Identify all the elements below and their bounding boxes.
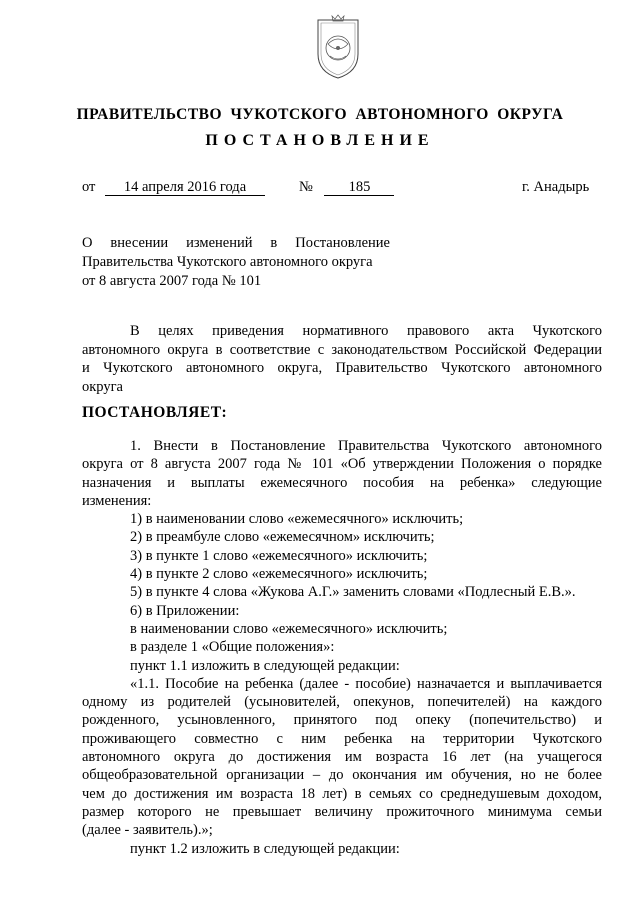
date-label: от [82,179,96,195]
list-item: 2) в преамбуле слово «ежемесячном» исключить; [130,529,435,546]
item-line: 1. Внести в Постановление Правительства Чукотского автономного [130,438,602,454]
list-item: 3) в пункте 1 слово «ежемесячного» исключить; [130,547,428,564]
preamble-line: автономного округа в соответствие с законодательством Российской Федерации [82,341,602,358]
list-item: в разделе 1 «Общие положения»: [130,639,335,656]
list-item: 6) в Приложении: [130,602,240,619]
clause-line: рожденного, усыновленного, принятого под опеку (попечительство) и [82,712,602,729]
preamble-line: округа [82,378,123,395]
subject-line: от 8 августа 2007 года № 101 [82,273,262,289]
date-field [82,179,265,196]
list-item: пункт 1.2 изложить в следующей редакции: [130,840,400,857]
number-label: № [299,179,313,195]
clause-line: автономного округа до достижения им возраста 16 лет (на учащегося [82,749,602,766]
number-field [299,179,394,196]
list-item: пункт 1.1 изложить в следующей редакции: [130,657,400,674]
list-item: 5) в пункте 4 слова «Жукова А.Г.» заменить словами «Подлесный Е.В.». [130,584,576,601]
number-value: 185 [324,180,394,196]
list-item: в наименовании слово «ежемесячного» исключить; [130,620,448,637]
date-value: 14 апреля 2016 года [105,180,265,196]
city: г. Анадырь [522,179,590,195]
clause-line: чем до достижения им возраста 18 лет) в семьях со среднедушевым доходом, [82,785,602,802]
preamble [82,322,602,396]
decree-body [82,437,602,858]
list-item: 4) в пункте 2 слово «ежемесячного» исключить; [130,566,428,583]
preamble-line: В целях приведения нормативного правового акта Чукотского [130,323,602,339]
clause-line: (далее - заявитель).»; [82,822,213,839]
decree-heading: ПОСТАНОВЛЯЕТ: [82,404,228,421]
clause-line: общеобразовательной организации – до окончания им обучения, но не более [82,767,602,784]
clause-line: одному из родителей (усыновителей, опекунов, попечителей) на каждого [82,694,602,711]
clause-line: размер которого не превышает величину прожиточного минимума семьи [82,803,602,820]
item-line: изменения: [82,492,152,509]
preamble-line: и Чукотского автономного округа, Правительство Чукотского автономного [82,360,602,376]
item-line: назначения и выплаты ежемесячного пособия на ребенка» следующие [82,474,602,491]
item-line: округа от 8 августа 2007 года № 101 «Об утверждении Положения о порядке [82,456,602,473]
clause-line: «1.1. Пособие на ребенка (далее - пособие) назначается и выплачивается [130,675,602,692]
document-type: ПОСТАНОВЛЕНИЕ [205,132,435,149]
subject-line: О внесении изменений в Постановление [82,235,390,251]
coat-of-arms-icon [308,14,368,82]
subject-line: Правительства Чукотского автономного округа [82,254,373,270]
document-subject [82,234,390,291]
list-item: 1) в наименовании слово «ежемесячного» исключить; [130,511,464,528]
organization-name: ПРАВИТЕЛЬСТВО ЧУКОТСКОГО АВТОНОМНОГО ОКРУГА [76,106,564,123]
clause-line: проживающего совместно с ним ребенка на территории Чукотского [82,730,602,747]
